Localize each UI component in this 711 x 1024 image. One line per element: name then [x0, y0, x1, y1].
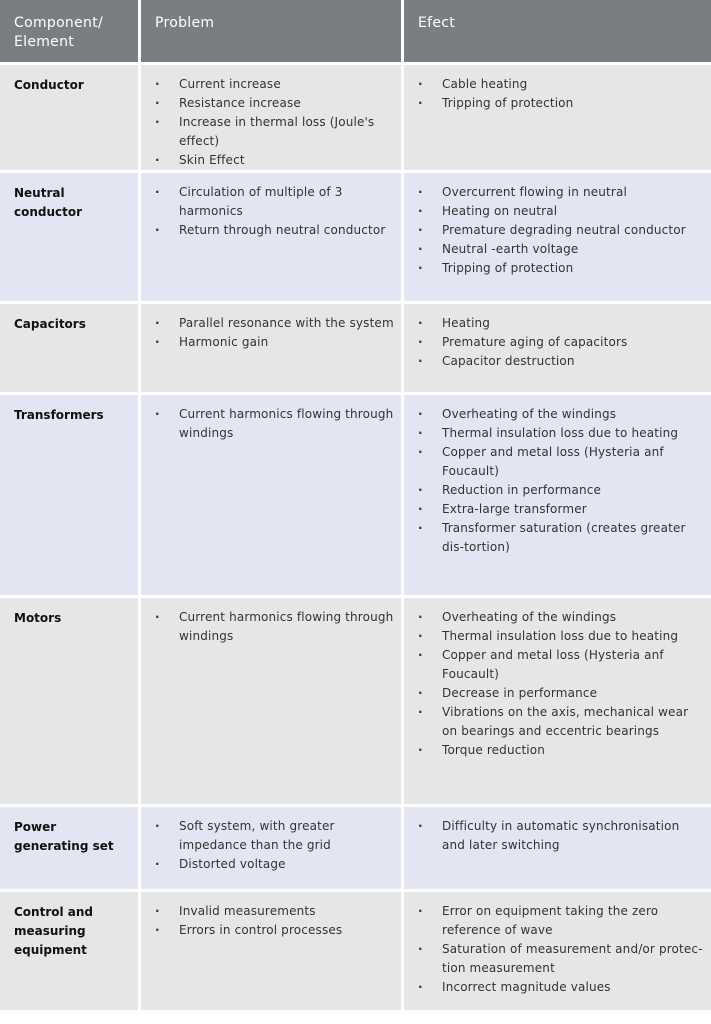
problem-item: · Increase in thermal loss (Joule's effect): [141, 113, 395, 151]
effect-item: · Error on equipment taking the zero reference of wave: [404, 902, 705, 940]
effect-item: · Decrease in performance: [404, 684, 705, 703]
header-problem: Problem: [141, 0, 401, 62]
effect-item: · Neutral -earth voltage: [404, 240, 705, 259]
effect-item: · Torque reduction: [404, 741, 705, 760]
effect-item: · Overheating of the windings: [404, 608, 705, 627]
problem-item: · Skin Effect: [141, 151, 395, 170]
problem-item: · Current harmonics flowing through windings: [141, 608, 395, 646]
problem-item: · Errors in control processes: [141, 921, 395, 940]
effect-item: · Thermal insulation loss due to heating: [404, 424, 705, 443]
effect-item: · Overcurrent flowing in neutral: [404, 183, 705, 202]
effect-item: · Incorrect magnitude values: [404, 978, 705, 997]
effect-item: · Reduction in performance: [404, 481, 705, 500]
problem-item: · Parallel resonance with the system: [141, 314, 395, 333]
effect-item: · Cable heating: [404, 75, 705, 94]
component-control-measuring-equipment: Control and measuring equipment: [0, 892, 138, 1010]
effect-cell-control-measuring-equipment: [404, 892, 711, 1010]
effect-item: · Vibrations on the axis, mechanical wear on bearings and eccentric bearings: [404, 703, 705, 741]
problem-item: · Resistance increase: [141, 94, 395, 113]
problem-item: · Current increase: [141, 75, 395, 94]
problem-item: · Harmonic gain: [141, 333, 395, 352]
effect-item: · Saturation of measurement and/or protec-tion measurement: [404, 940, 705, 978]
effect-cell-power-generating-set: [404, 807, 711, 889]
problem-item: · Distorted voltage: [141, 855, 395, 874]
component-motors: Motors: [0, 598, 138, 804]
problem-item: · Invalid measurements: [141, 902, 395, 921]
effect-cell-neutral-conductor: [404, 173, 711, 301]
effect-item: · Capacitor destruction: [404, 352, 705, 371]
header-effect: Efect: [404, 0, 711, 62]
effect-item: · Premature degrading neutral conductor: [404, 221, 705, 240]
problem-cell-conductor: [141, 65, 401, 170]
component-conductor: Conductor: [0, 65, 138, 170]
effect-item: · Heating on neutral: [404, 202, 705, 221]
problem-item: · Return through neutral conductor: [141, 221, 395, 240]
problem-item: · Soft system, with greater impedance than the grid: [141, 817, 395, 855]
effect-item: · Tripping of protection: [404, 94, 705, 113]
effect-item: · Thermal insulation loss due to heating: [404, 627, 705, 646]
problem-cell-power-generating-set: [141, 807, 401, 889]
effect-cell-conductor: [404, 65, 711, 170]
effect-item: · Copper and metal loss (Hysteria anf Foucault): [404, 646, 705, 684]
effect-item: · Premature aging of capacitors: [404, 333, 705, 352]
effect-item: · Heating: [404, 314, 705, 333]
effect-cell-transformers: [404, 395, 711, 595]
component-transformers: Transformers: [0, 395, 138, 595]
problem-cell-transformers: [141, 395, 401, 595]
effect-cell-motors: [404, 598, 711, 804]
effect-cell-capacitors: [404, 304, 711, 392]
effect-item: · Copper and metal loss (Hysteria anf Foucault): [404, 443, 705, 481]
problem-item: · Current harmonics flowing through windings: [141, 405, 395, 443]
effect-item: · Transformer saturation (creates greater dis-tortion): [404, 519, 705, 557]
effect-item: · Tripping of protection: [404, 259, 705, 278]
problem-item: · Circulation of multiple of 3 harmonics: [141, 183, 395, 221]
problem-cell-capacitors: [141, 304, 401, 392]
problem-cell-control-measuring-equipment: [141, 892, 401, 1010]
problem-cell-motors: [141, 598, 401, 804]
component-capacitors: Capacitors: [0, 304, 138, 392]
header-component: Component/ Element: [0, 0, 138, 62]
effect-item: · Difficulty in automatic synchronisation and later switching: [404, 817, 705, 855]
component-neutral-conductor: Neutral conductor: [0, 173, 138, 301]
effect-item: · Extra-large transformer: [404, 500, 705, 519]
effect-item: · Overheating of the windings: [404, 405, 705, 424]
problem-cell-neutral-conductor: [141, 173, 401, 301]
component-power-generating-set: Power generating set: [0, 807, 138, 889]
